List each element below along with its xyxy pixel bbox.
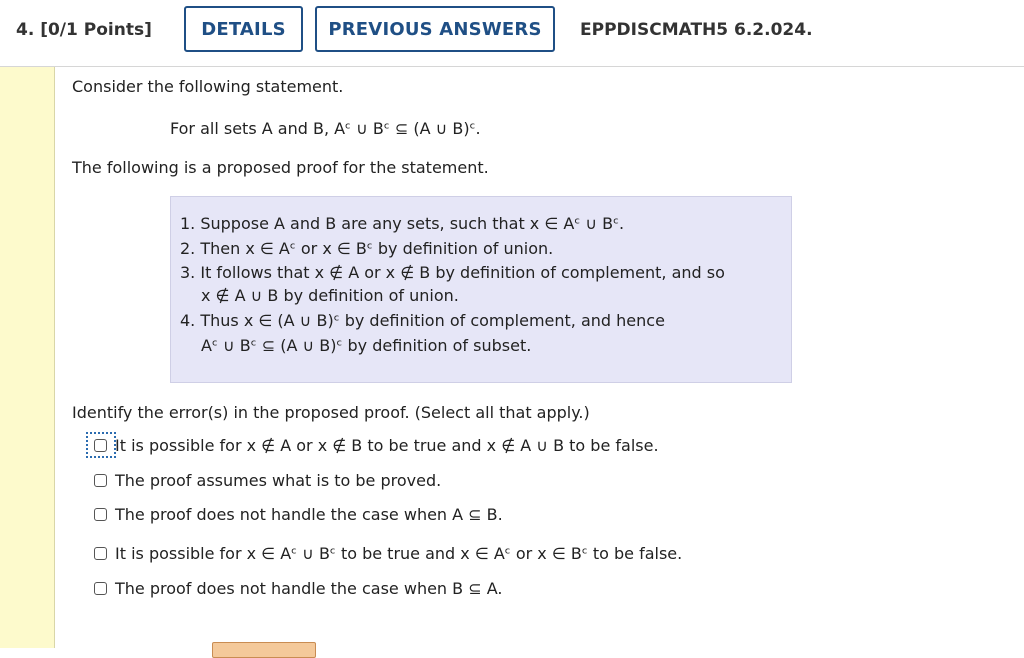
option-label: It is possible for x ∉ A or x ∉ B to be true and x ∉ A ∪ B to be false. xyxy=(115,435,659,455)
problem-code: EPPDISCMATH5 6.2.024. xyxy=(580,20,813,40)
checkbox[interactable] xyxy=(94,474,107,487)
answer-option[interactable] xyxy=(94,577,502,599)
proof-box xyxy=(170,196,792,383)
question-text: Identify the error(s) in the proposed proof. (Select all that apply.) xyxy=(72,403,590,422)
option-label: The proof assumes what is to be proved. xyxy=(115,470,442,490)
partial-bottom-button[interactable] xyxy=(212,642,316,658)
checkbox[interactable] xyxy=(94,508,107,521)
proof-line: 2. Then x ∈ Aᶜ or x ∈ Bᶜ by definition of union. xyxy=(180,239,554,258)
left-status-bar xyxy=(0,67,55,648)
statement-text: For all sets A and B, Aᶜ ∪ Bᶜ ⊆ (A ∪ B)ᶜ. xyxy=(170,119,481,138)
question-header xyxy=(0,0,1024,67)
intro-text: Consider the following statement. xyxy=(72,77,344,96)
answer-option[interactable] xyxy=(94,503,503,525)
checkbox[interactable] xyxy=(94,439,107,452)
option-label: It is possible for x ∈ Aᶜ ∪ Bᶜ to be true and x ∈ Aᶜ or x ∈ Bᶜ to be false. xyxy=(115,543,683,563)
option-label: The proof does not handle the case when A ⊆ B. xyxy=(115,504,503,524)
details-button[interactable]: DETAILS xyxy=(184,6,303,52)
proof-intro-text: The following is a proposed proof for the statement. xyxy=(72,158,489,177)
proof-line: 1. Suppose A and B are any sets, such that x ∈ Aᶜ ∪ Bᶜ. xyxy=(180,214,625,233)
proof-line: Aᶜ ∪ Bᶜ ⊆ (A ∪ B)ᶜ by definition of subset. xyxy=(201,336,532,355)
proof-line: 3. It follows that x ∉ A or x ∉ B by definition of complement, and so xyxy=(180,263,725,282)
answer-option[interactable] xyxy=(94,542,682,564)
proof-line: x ∉ A ∪ B by definition of union. xyxy=(201,286,459,305)
answer-option[interactable] xyxy=(94,434,659,456)
previous-answers-button[interactable]: PREVIOUS ANSWERS xyxy=(315,6,555,52)
answer-option[interactable] xyxy=(94,469,441,491)
option-label: The proof does not handle the case when B ⊆ A. xyxy=(115,578,503,598)
proof-line: 4. Thus x ∈ (A ∪ B)ᶜ by definition of complement, and hence xyxy=(180,311,665,330)
checkbox[interactable] xyxy=(94,582,107,595)
question-number: 4. [0/1 Points] xyxy=(16,20,152,40)
checkbox[interactable] xyxy=(94,547,107,560)
